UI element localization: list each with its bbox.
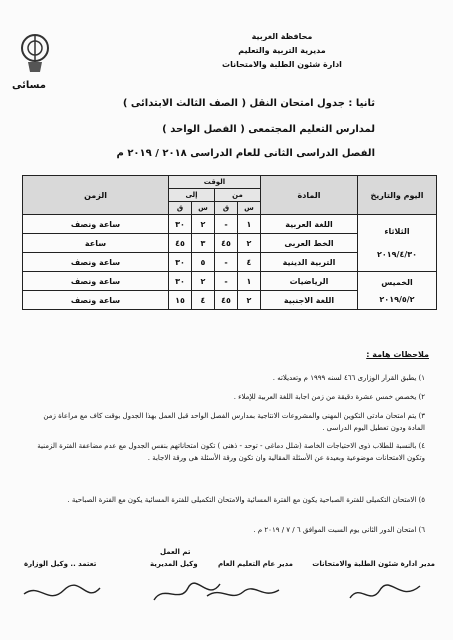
title-line-2: لمدارس التعليم المجتمعى ( الفصل الواحد ) [162, 124, 375, 135]
day-date: ٢٠١٩/٤/٣٠ [376, 250, 418, 259]
signature-title-deputy-directorate: وكيل المديرية [150, 560, 198, 568]
header-duration: الزمن [23, 176, 169, 215]
from-minute-cell: - [215, 215, 238, 234]
from-minute-cell: - [215, 253, 238, 272]
to-minute-cell: ٣٠ [169, 215, 192, 234]
title-line-3: الفصل الدراسى الثانى للعام الدراسى ٢٠١٨ / ٢٠١٩ م [116, 148, 375, 159]
header-from: من [215, 189, 261, 202]
header-from-minute: ق [215, 202, 238, 215]
note-2: ٢) يخصص خمس عشرة دقيقة من زمن اجابة اللغة العربية للإملاء . [233, 393, 425, 401]
note-6: ٦) امتحان الدور الثانى يوم السبت الموافق ٦ / ٧ / ٢٠١٩ م . [253, 526, 425, 534]
signature-title-ministry-deputy: تعتمد .. وكيل الوزارة [24, 560, 97, 568]
to-hour-cell: ٤ [192, 291, 215, 310]
from-hour-cell: ١ [238, 215, 261, 234]
duration-cell: ساعة ونصف [23, 272, 169, 291]
to-minute-cell: ٤٥ [169, 234, 192, 253]
to-hour-cell: ٢ [192, 215, 215, 234]
signature-scribble-4 [20, 578, 105, 608]
header-day-date: اليوم والتاريخ [358, 176, 437, 215]
to-minute-cell: ٣٠ [169, 253, 192, 272]
subject-cell: اللغة العربية [261, 215, 358, 234]
title-line-1: ثانيا : جدول امتحان النقل ( الصف الثالث الابتدائى ) [122, 98, 375, 109]
from-minute-cell: ٤٥ [215, 234, 238, 253]
subject-cell: اللغة الاجنبية [261, 291, 358, 310]
to-hour-cell: ٥ [192, 253, 215, 272]
governorate-name: محافظة الغربية [251, 32, 313, 41]
letterhead [207, 30, 357, 72]
department-name: ادارة شئون الطلبة والامتحانات [222, 60, 342, 69]
to-hour-cell: ٣ [192, 234, 215, 253]
subject-cell: الرياضيات [261, 272, 358, 291]
duration-cell: ساعة ونصف [23, 253, 169, 272]
from-minute-cell: - [215, 272, 238, 291]
subject-cell: الخط العربى [261, 234, 358, 253]
from-minute-cell: ٤٥ [215, 291, 238, 310]
table-row [23, 272, 437, 291]
to-hour-cell: ٢ [192, 272, 215, 291]
from-hour-cell: ٢ [238, 291, 261, 310]
table-row [23, 215, 437, 234]
note-1: ١) يطبق القرار الوزارى ٤٦٦ لسنه ١٩٩٩ م وتعديلاته . [272, 374, 425, 382]
notes-title: ملاحظات هامة : [366, 350, 429, 359]
signature-scribble-1 [345, 578, 425, 608]
from-hour-cell: ٢ [238, 234, 261, 253]
header-to-hour: س [192, 202, 215, 215]
day-cell-tuesday [358, 215, 437, 272]
directorate-name: مديرية التربية والتعليم [238, 46, 326, 55]
header-subject: المادة [261, 176, 358, 215]
governorate-logo [18, 32, 52, 76]
header-time: الوقت [169, 176, 261, 189]
signature-title-general-director: مدير عام التعليم العام [218, 560, 293, 568]
to-minute-cell: ٣٠ [169, 272, 192, 291]
header-to-minute: ق [169, 202, 192, 215]
day-date: ٢٠١٩/٥/٢ [379, 294, 415, 304]
duration-cell: ساعة ونصف [23, 215, 169, 234]
from-hour-cell: ١ [238, 272, 261, 291]
duration-cell: ساعة [23, 234, 169, 253]
to-minute-cell: ١٥ [169, 291, 192, 310]
header-from-hour: س [238, 202, 261, 215]
note-4: ٤) بالنسبة للطلاب ذوى الاحتياجات الخاصة (شلل دماغى - توحد - ذهنى ) تكون امتحاناتهم بنفس الجدول مع عدم مضاعفة الفترة الزمنية وتكون الامتحانات موضوعية وبعيدة عن الأسئلة المقالية وان تكون ورقة الأسئلة هى ورقة الاجابة . [37, 442, 425, 462]
day-cell-thursday [358, 272, 437, 310]
subject-cell: التربية الدينية [261, 253, 358, 272]
signature-done-label: تم العمل [160, 548, 191, 556]
evening-label: مسائى [12, 80, 46, 91]
exam-schedule-table [22, 175, 437, 310]
from-hour-cell: ٤ [238, 253, 261, 272]
note-3: ٣) يتم امتحان مادتى التكوين المهنى والمشروعات الانتاجية بمدارس الفصل الواحد قبل العمل بهذا الجدول بوقت كاف مع مراعاة زمن المادة ودون تعطيل اليوم الدراسى . [43, 412, 425, 432]
signature-scribble-3 [150, 578, 225, 608]
header-to: إلى [169, 189, 215, 202]
day-name: الخميس [381, 277, 413, 287]
signature-title-student-affairs: مدير ادارة شئون الطلبة والامتحانات [312, 560, 435, 568]
note-5: ٥) الامتحان التكميلى للفترة الصباحية يكون مع الفترة المسائية والامتحان التكميلى للفترة المسائية يكون مع الفترة الصباحية . [67, 496, 425, 504]
duration-cell: ساعة ونصف [23, 291, 169, 310]
day-name: الثلاثاء [384, 227, 410, 236]
